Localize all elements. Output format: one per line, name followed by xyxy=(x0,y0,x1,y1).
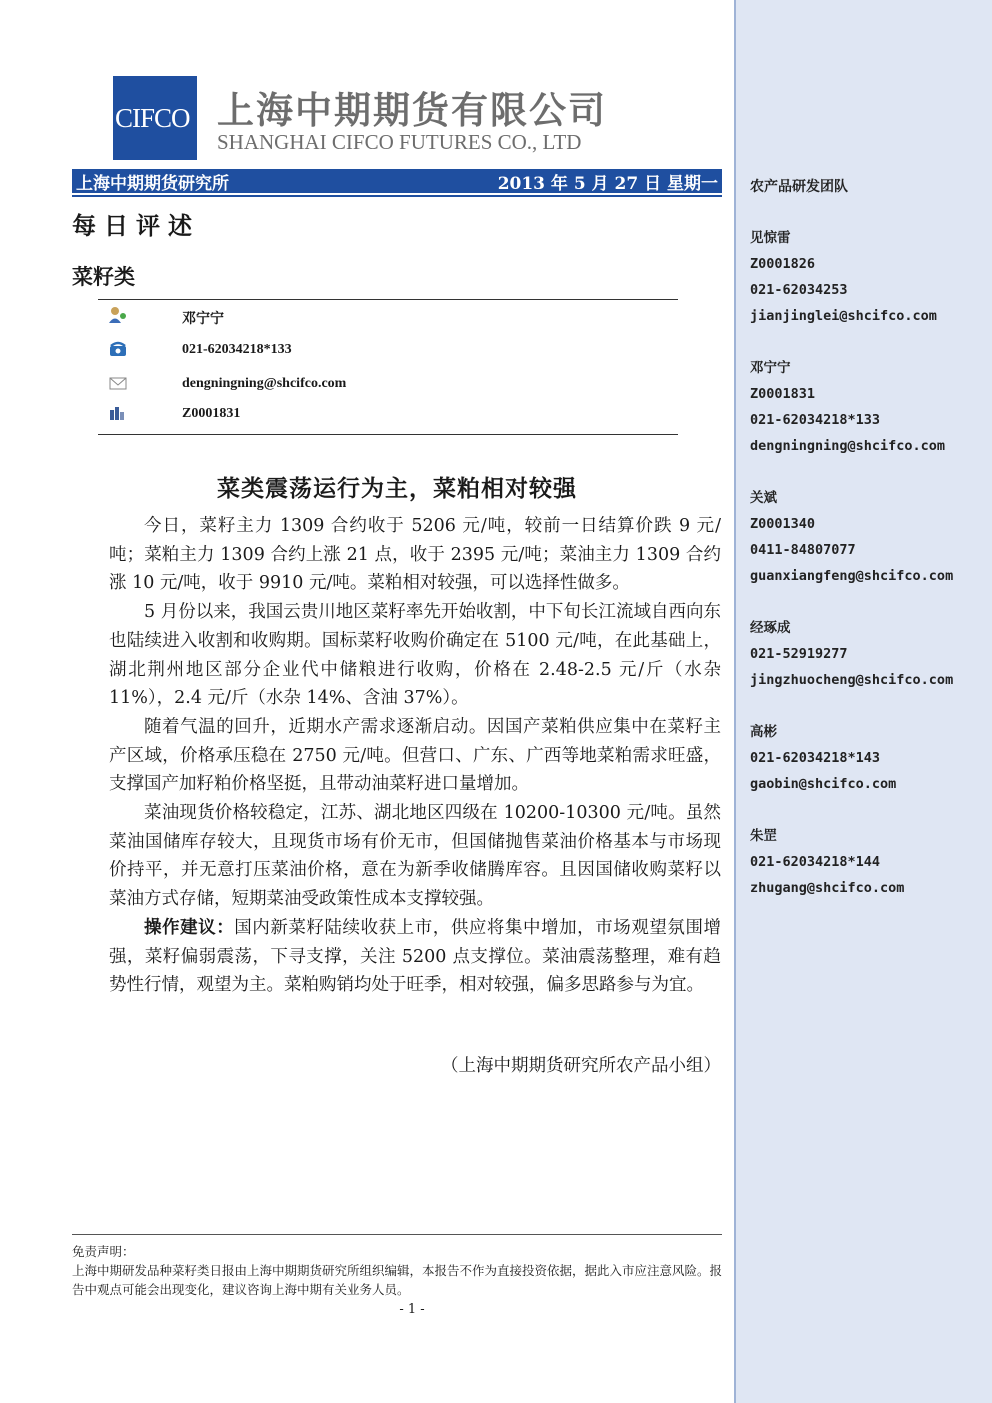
header-divider xyxy=(72,195,722,197)
contact-phone: 021-62034218*133 xyxy=(182,342,292,357)
article-title: 菜类震荡运行为主，菜粕相对较强 xyxy=(217,475,577,502)
team-member xyxy=(750,355,945,459)
analyst-contact xyxy=(98,299,678,435)
advice-text: 国内新菜籽陆续收获上市，供应将集中增加，市场观望氛围增强，菜籽偏弱震荡，下寻支撑，关注 5200 点支撑位。菜油震荡整理，难有趋势性行情，观望为主。菜粕购销均处于旺季，相对较强，偏多思路参与为宜。 xyxy=(109,917,722,996)
member-email[interactable]: dengningning@shcifco.com xyxy=(750,438,946,454)
contact-row-email xyxy=(98,374,678,398)
member-name: 朱罡 xyxy=(750,828,777,844)
license-icon xyxy=(108,404,128,422)
advice-paragraph xyxy=(109,914,721,1000)
team-heading: 农产品研发团队 xyxy=(750,179,848,195)
team-member xyxy=(750,485,953,589)
contact-row-name xyxy=(98,306,678,330)
member-name: 高彬 xyxy=(750,724,777,740)
article-paragraph: 菜油现货价格较稳定，江苏、湖北地区四级在 10200-10300 元/吨。虽然菜油国储库存较大，且现货市场有价无市，但国储抛售菜油价格基本与市场现价持平，并无意打压菜油价格，意在为新季收储腾库容。且因国储收购菜籽以菜油方式存储，短期菜油受政策性成本支撑较强。 xyxy=(109,803,721,910)
person-icon xyxy=(108,306,128,324)
company-logo xyxy=(113,76,607,162)
member-name: 邓宁宁 xyxy=(750,360,791,376)
company-name-en: SHANGHAI CIFCO FUTURES CO., LTD xyxy=(217,130,582,154)
member-email[interactable]: gaobin@shcifco.com xyxy=(750,776,897,792)
member-name: 见惊雷 xyxy=(750,230,791,246)
report-date: 2013 年 5 月 27 日 星期一 xyxy=(497,173,718,194)
daily-review-title: 每日评述 xyxy=(72,211,200,240)
article-body xyxy=(109,512,721,1000)
team-sidebar xyxy=(734,0,992,1403)
contact-license: Z0001831 xyxy=(182,406,241,421)
header-bar xyxy=(72,169,722,193)
member-phone: 021-62034253 xyxy=(750,282,848,298)
member-phone: 021-62034218*133 xyxy=(750,412,881,428)
contact-row-license xyxy=(98,404,678,428)
logo-mark: CIFCO xyxy=(113,76,197,160)
advice-label: 操作建议： xyxy=(144,917,235,938)
institute-name: 上海中期期货研究所 xyxy=(76,173,229,194)
article-paragraph: 随着气温的回升，近期水产需求逐渐启动。因国产菜粕供应集中在菜籽主产区域，价格承压稳在 2750 元/吨。但营口、广东、广西等地菜粕需求旺盛，支撑国产加籽粕价格坚挺，且带动油菜籽进口量增加。 xyxy=(109,716,721,795)
member-phone: 021-52919277 xyxy=(750,646,848,662)
mail-icon xyxy=(108,374,128,392)
article-paragraph: 5 月份以来，我国云贵川地区菜籽率先开始收割，中下旬长江流域自西向东也陆续进入收割和收购期。国标菜籽收购价确定在 5100 元/吨，在此基础上，湖北荆州地区部分企业代中储粮进行收购，价格在 2.48-2.5 元/斤（水杂 11%），2.4 元/斤（水杂 14%、含油 37%）。 xyxy=(109,602,721,709)
member-phone: 021-62034218*143 xyxy=(750,750,881,766)
member-name: 经琢成 xyxy=(750,620,791,636)
member-phone: 021-62034218*144 xyxy=(750,854,881,870)
member-email[interactable]: zhugang@shcifco.com xyxy=(750,880,905,896)
member-license: Z0001340 xyxy=(750,516,816,532)
team-member xyxy=(750,823,904,901)
member-license: Z0001831 xyxy=(750,386,816,402)
disclaimer-title: 免责声明： xyxy=(72,1244,135,1259)
contact-row-phone xyxy=(98,340,678,364)
contact-email[interactable]: dengningning@shcifco.com xyxy=(182,376,347,391)
disclaimer-text: 上海中期研发品种菜籽类日报由上海中期期货研究所组织编辑，本报告不作为直接投资依据，据此入市应注意风险。报告中观点可能会出现变化，建议咨询上海中期有关业务人员。 xyxy=(72,1263,723,1297)
member-license: Z0001826 xyxy=(750,256,816,272)
team-member xyxy=(750,719,896,797)
article-paragraph: 今日，菜籽主力 1309 合约收于 5206 元/吨，较前一日结算价跌 9 元/吨；菜粕主力 1309 合约上涨 21 点，收于 2395 元/吨；菜油主力 1309 合约涨 10 元/吨，收于 9910 元/吨。菜粕相对较强，可以选择性做多。 xyxy=(109,516,721,594)
team-member xyxy=(750,225,937,329)
phone-icon xyxy=(108,340,128,358)
page-number: - 1 - xyxy=(399,1302,425,1317)
company-name-cn: 上海中期期货有限公司 xyxy=(217,89,607,132)
member-email[interactable]: guanxiangfeng@shcifco.com xyxy=(750,568,954,584)
member-name: 关斌 xyxy=(750,490,777,506)
member-phone: 0411-84807077 xyxy=(750,542,856,558)
article-signoff: （上海中期期货研究所农产品小组） xyxy=(441,1056,721,1076)
member-email[interactable]: jingzhuocheng@shcifco.com xyxy=(750,672,954,688)
category-title: 菜籽类 xyxy=(72,264,135,289)
contact-name: 邓宁宁 xyxy=(182,312,224,327)
member-email[interactable]: jianjinglei@shcifco.com xyxy=(750,308,937,324)
footer-divider xyxy=(72,1234,722,1235)
team-member xyxy=(750,615,953,693)
